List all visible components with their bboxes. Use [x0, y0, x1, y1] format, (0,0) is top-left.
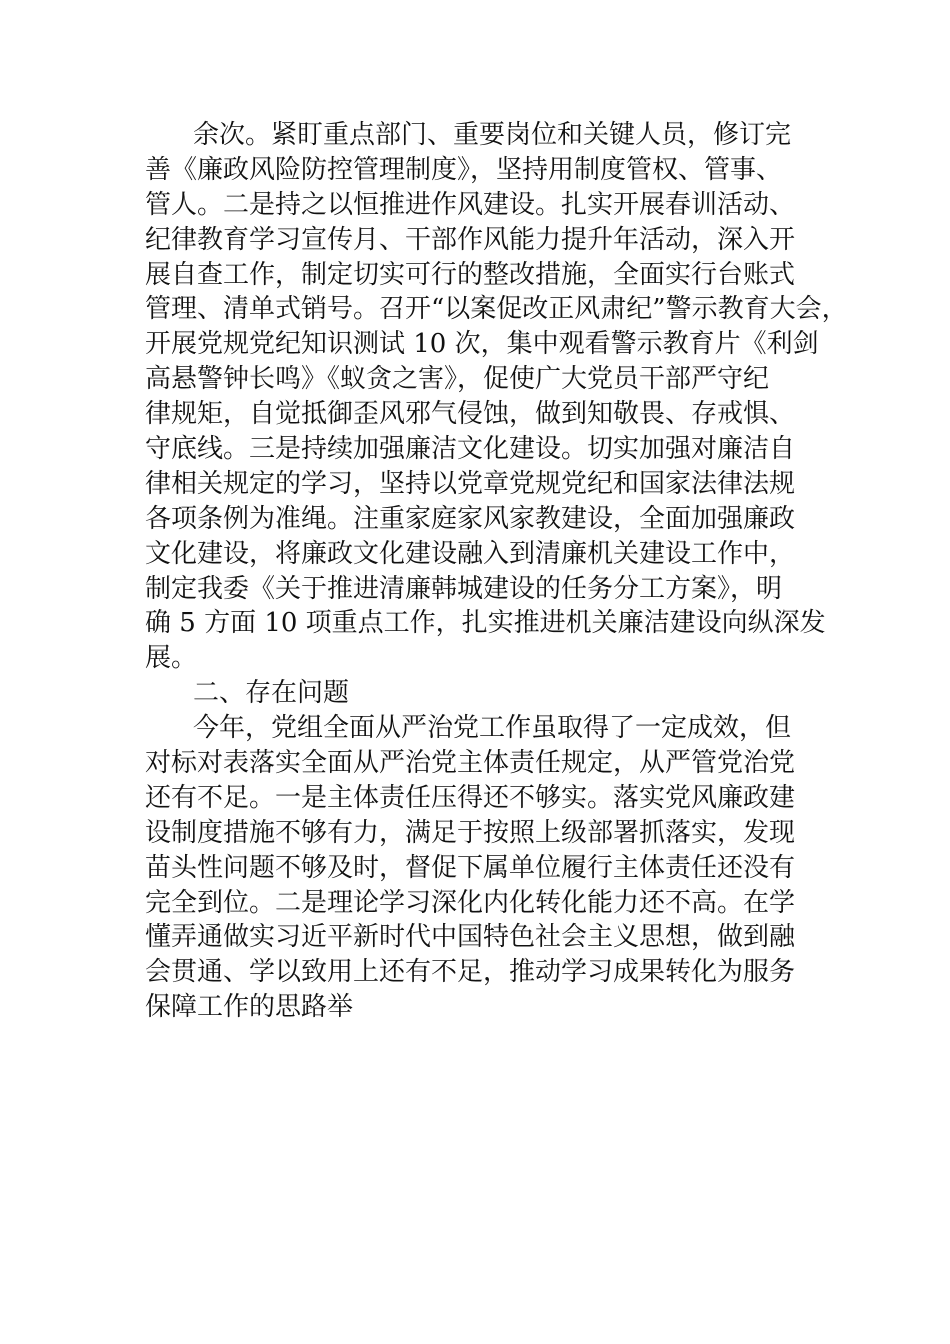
- text-line: 懂弄通做实习近平新时代中国特色社会主义思想，做到融: [145, 922, 796, 953]
- text-line: 完全到位。二是理论学习深化内化转化能力还不高。在学: [145, 887, 796, 918]
- text-line: 高悬警钟长鸣》《蚁贪之害》，促使广大党员干部严守纪: [145, 364, 770, 395]
- text-line: 设制度措施不够有力，满足于按照上级部署抓落实，发现: [145, 817, 796, 848]
- section-heading: 二、存在问题: [193, 678, 350, 709]
- text-line: 确 5 方面 10 项重点工作，扎实推进机关廉洁建设向纵深发: [145, 608, 826, 639]
- text-line: 开展党规党纪知识测试 10 次，集中观看警示教育片《利剑: [145, 329, 819, 360]
- text-line: 律规矩，自觉抵御歪风邪气侵蚀，做到知敬畏、存戒惧、: [145, 399, 796, 430]
- text-line: 还有不足。一是主体责任压得还不够实。落实党风廉政建: [145, 782, 796, 813]
- text-line: 对标对表落实全面从严治党主体责任规定，从严管党治党: [145, 748, 796, 779]
- text-line: 展自查工作，制定切实可行的整改措施，全面实行台账式: [145, 259, 796, 290]
- text-line: 苗头性问题不够及时，督促下属单位履行主体责任还没有: [145, 852, 796, 883]
- text-line: 各项条例为准绳。注重家庭家风家教建设，全面加强廉政: [145, 503, 796, 534]
- text-line: 保障工作的思路举: [145, 992, 354, 1023]
- text-line: 守底线。三是持续加强廉洁文化建设。切实加强对廉洁自: [145, 434, 796, 465]
- text-line: 会贯通、学以致用上还有不足，推动学习成果转化为服务: [145, 957, 796, 988]
- text-line: 律相关规定的学习，坚持以党章党规党纪和国家法律法规: [145, 468, 796, 499]
- text-line: 今年，党组全面从严治党工作虽取得了一定成效，但: [193, 713, 792, 744]
- text-line: 文化建设，将廉政文化建设融入到清廉机关建设工作中，: [145, 538, 796, 569]
- text-line: 管人。二是持之以恒推进作风建设。扎实开展春训活动、: [145, 189, 796, 220]
- document-body: [145, 118, 848, 1025]
- text-line: 余次。紧盯重点部门、重要岗位和关键人员，修订完: [193, 120, 792, 150]
- text-line: 展。: [145, 643, 198, 674]
- text-line: 管理、清单式销号。召开“以案促改正风肃纪”警示教育大会，: [145, 294, 848, 325]
- text-line: 制定我委《关于推进清廉韩城建设的任务分工方案》，明: [145, 573, 783, 604]
- text-line: 善《廉政风险防控管理制度》，坚持用制度管权、管事、: [145, 154, 783, 185]
- text-line: 纪律教育学习宣传月、干部作风能力提升年活动，深入开: [145, 224, 796, 255]
